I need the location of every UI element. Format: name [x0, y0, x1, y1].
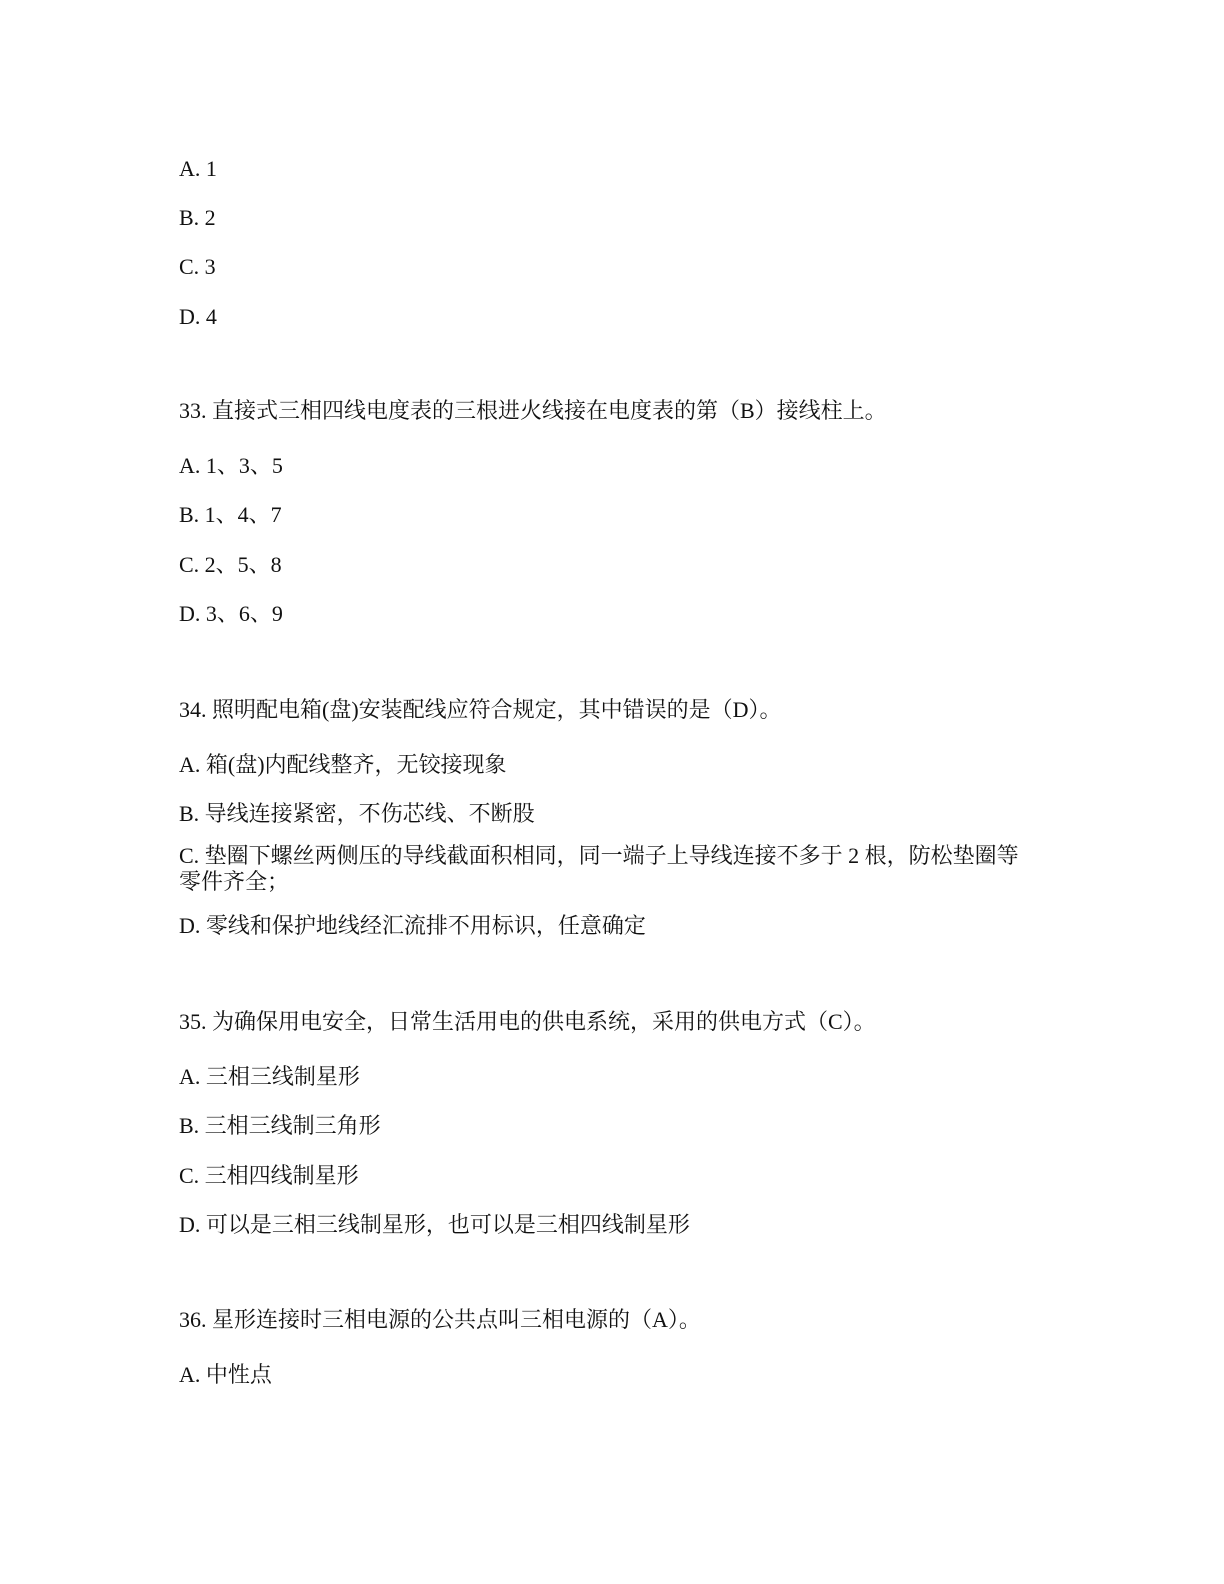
- q35-option-a: A. 三相三线制星形: [179, 1064, 360, 1089]
- q34-option-a: A. 箱(盘)内配线整齐，无铰接现象: [179, 752, 507, 777]
- q33-option-c: C. 2、5、8: [179, 552, 282, 577]
- q35-option-c: C. 三相四线制星形: [179, 1163, 359, 1188]
- q33-option-b: B. 1、4、7: [179, 502, 282, 527]
- q33-question: 33. 直接式三相四线电度表的三根进火线接在电度表的第（B）接线柱上。: [179, 398, 887, 423]
- q36-option-a: A. 中性点: [179, 1362, 272, 1387]
- q34-question: 34. 照明配电箱(盘)安装配线应符合规定，其中错误的是（D）。: [179, 697, 782, 722]
- q33-option-a: A. 1、3、5: [179, 453, 283, 478]
- q32-option-d: D. 4: [179, 304, 217, 329]
- q33-option-d: D. 3、6、9: [179, 601, 283, 626]
- q35-question: 35. 为确保用电安全，日常生活用电的供电系统，采用的供电方式（C）。: [179, 1009, 876, 1034]
- q35-option-b: B. 三相三线制三角形: [179, 1113, 381, 1138]
- q34-option-b: B. 导线连接紧密，不伤芯线、不断股: [179, 801, 535, 826]
- q32-option-c: C. 3: [179, 254, 216, 279]
- q32-option-a: A. 1: [179, 156, 217, 181]
- q36-question: 36. 星形连接时三相电源的公共点叫三相电源的（A）。: [179, 1307, 701, 1332]
- q35-option-d: D. 可以是三相三线制星形，也可以是三相四线制星形: [179, 1212, 690, 1237]
- q32-option-b: B. 2: [179, 205, 216, 230]
- q34-option-c: C. 垫圈下螺丝两侧压的导线截面积相同，同一端子上导线连接不多于 2 根，防松垫圈等零件齐全；: [179, 843, 1019, 894]
- q34-option-d: D. 零线和保护地线经汇流排不用标识，任意确定: [179, 913, 646, 938]
